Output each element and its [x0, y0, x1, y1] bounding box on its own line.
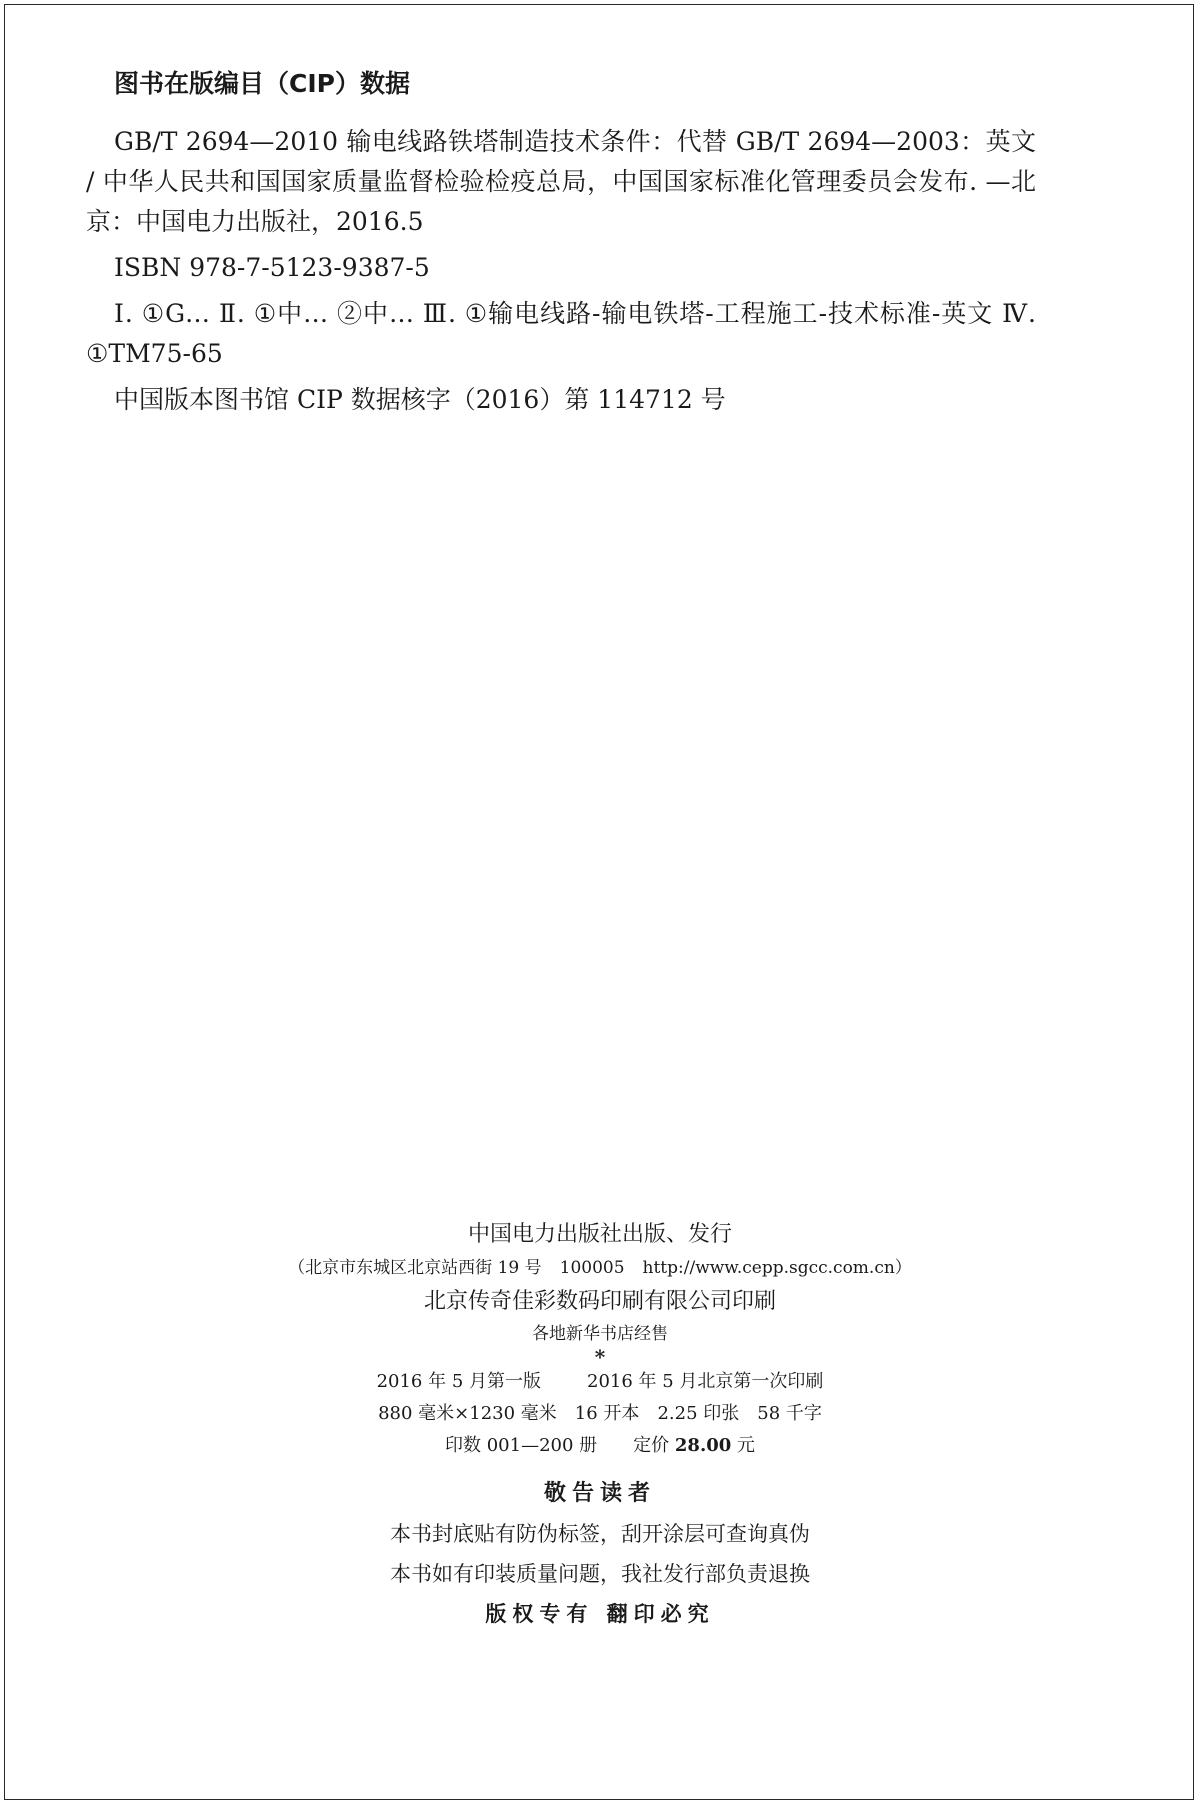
cip-heading: 图书在版编目（CIP）数据	[114, 69, 410, 98]
cip-number: 中国版本图书馆 CIP 数据核字（2016）第 114712 号	[114, 385, 726, 414]
book-format: 16 开本	[574, 1403, 640, 1424]
address-line	[0, 1252, 1200, 1284]
print-run-line	[0, 1430, 1200, 1462]
word-count: 58 千字	[757, 1403, 822, 1424]
print-run: 印数 001—200 册	[445, 1435, 598, 1456]
colophon	[0, 1218, 1200, 1634]
paper-size: 880 毫米×1230 毫米	[378, 1403, 557, 1424]
price-label: 定价	[633, 1435, 670, 1456]
notice-returns: 本书如有印装质量问题，我社发行部负责退换	[390, 1562, 810, 1586]
price-value: 28.00	[674, 1435, 732, 1456]
printer-line: 北京传奇佳彩数码印刷有限公司印刷	[423, 1289, 776, 1314]
price-unit: 元	[737, 1435, 755, 1456]
address: （北京市东城区北京站西街 19 号	[288, 1258, 542, 1278]
separator-star: *	[594, 1345, 606, 1369]
printing: 2016 年 5 月北京第一次印刷	[587, 1371, 824, 1392]
format-line	[0, 1398, 1200, 1430]
copyright-notice: 版权专有 翻印必究	[485, 1602, 715, 1626]
publisher-line: 中国电力出版社出版、发行	[467, 1222, 732, 1247]
postcode: 100005	[559, 1258, 625, 1278]
cip-description: GB/T 2694—2010 输电线路铁塔制造技术条件：代替 GB/T 2694—2003：英文 / 中华人民共和国国家质量监督检验检疫总局，中国国家标准化管理委员会发布. —北京：中国电力出版社，2016.5	[86, 127, 1036, 236]
isbn: ISBN 978-7-5123-9387-5	[114, 253, 430, 282]
notice-anti-counterfeit: 本书封底贴有防伪标签，刮开涂层可查询真伪	[390, 1522, 810, 1546]
edition: 2016 年 5 月第一版	[376, 1371, 541, 1392]
cip-block	[86, 64, 1036, 426]
print-sheets: 2.25 印张	[657, 1403, 740, 1424]
notice-heading: 敬告读者	[543, 1481, 656, 1506]
cip-classification: Ⅰ. ①G… Ⅱ. ①中… ②中… Ⅲ. ①输电线路-输电铁塔-工程施工-技术标准-英文 Ⅳ. ①TM75-65	[86, 299, 1036, 368]
edition-line	[0, 1366, 1200, 1398]
seller-line: 各地新华书店经售	[532, 1324, 668, 1344]
website: http://www.cepp.sgcc.com.cn）	[642, 1258, 912, 1278]
